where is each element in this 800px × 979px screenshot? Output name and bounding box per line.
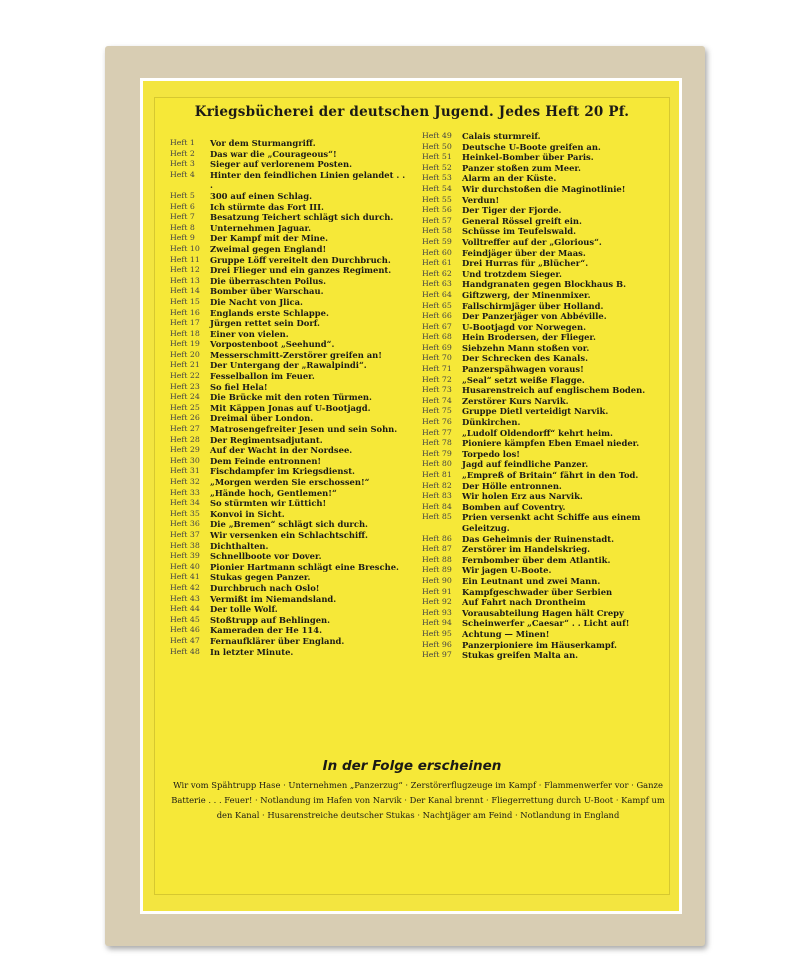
- issue-list-item: [422, 173, 664, 184]
- issue-number: Heft 36: [170, 519, 200, 529]
- issue-list-item: [170, 308, 408, 319]
- issue-number: Heft 50: [422, 141, 452, 151]
- issue-list-item: [422, 502, 664, 513]
- issue-number: Heft 64: [422, 289, 452, 299]
- issue-number: Heft 81: [422, 470, 452, 479]
- issue-number: Heft 94: [422, 618, 452, 628]
- issue-title: Zerstörer Kurs Narvik.: [462, 395, 569, 406]
- issue-number: Heft 7: [170, 212, 195, 222]
- issue-title: Zerstörer im Handelskrieg.: [462, 544, 591, 555]
- issue-title: Der Hölle entronnen.: [462, 480, 562, 491]
- issue-list-item: [170, 519, 408, 530]
- issue-title: Torpedo los!: [462, 448, 520, 459]
- issue-list-item: [170, 509, 408, 520]
- issue-list-item: [170, 477, 408, 488]
- issue-list-item: [422, 226, 664, 237]
- issue-list-item: [170, 456, 408, 467]
- issue-list-item: [422, 311, 664, 322]
- issue-title: Feindjäger über der Maas.: [462, 247, 586, 258]
- issue-title: Fesselballon im Feuer.: [210, 371, 315, 382]
- issue-title: In letzter Minute.: [210, 646, 294, 657]
- issue-title: Verdun!: [462, 194, 500, 205]
- issue-number: Heft 22: [170, 371, 200, 381]
- issue-title: Bomben auf Coventry.: [462, 501, 566, 512]
- issue-list-item: [170, 562, 408, 573]
- issue-list-item: [422, 608, 664, 619]
- issue-title: Der Tiger der Fjorde.: [462, 205, 562, 216]
- issue-title: Dichthalten.: [210, 540, 269, 551]
- issue-number: Heft 70: [422, 353, 452, 363]
- issue-list-item: [422, 353, 664, 364]
- issue-list-item: [422, 459, 664, 470]
- issue-number: Heft 32: [170, 477, 200, 486]
- issue-list-item: [422, 587, 664, 598]
- issue-number: Heft 90: [422, 575, 452, 585]
- issue-list-item: [422, 184, 664, 195]
- issue-list-item: [422, 438, 664, 449]
- issue-list-item: [422, 248, 664, 259]
- issue-list-item: [170, 466, 408, 477]
- issue-title: Der Panzerjäger von Abbéville.: [462, 311, 607, 322]
- issue-title: Gruppe Löff vereitelt den Durchbruch.: [210, 254, 391, 265]
- issue-list-item: [170, 551, 408, 562]
- issue-number: Heft 14: [170, 286, 200, 296]
- issue-number: Heft 53: [422, 173, 452, 183]
- issue-list-item: [170, 424, 408, 435]
- issue-number: Heft 6: [170, 201, 195, 211]
- issue-title: Ich stürmte das Fort III.: [210, 201, 324, 212]
- issue-title: Heinkel-Bomber über Paris.: [462, 152, 594, 163]
- issue-title: Panzerspähwagen voraus!: [462, 364, 584, 375]
- issue-number: Heft 92: [422, 597, 452, 607]
- issue-title: Prien versenkt acht Schiffe aus einem Geleitzug.: [462, 512, 641, 533]
- issue-number: Heft 34: [170, 498, 200, 508]
- issue-list-item: [170, 297, 408, 308]
- issue-list-item: [170, 625, 408, 636]
- issue-number: Heft 60: [422, 247, 452, 257]
- issue-title: Drei Flieger und ein ganzes Regiment.: [210, 265, 392, 276]
- issue-title: „Empreß of Britain“ fährt in den Tod.: [462, 470, 639, 480]
- issue-number: Heft 55: [422, 194, 452, 204]
- issue-list-item: [422, 417, 664, 428]
- issue-list-item: [422, 258, 664, 269]
- issue-number: Heft 10: [170, 243, 200, 253]
- issue-number: Heft 27: [170, 424, 200, 434]
- issue-number: Heft 72: [422, 374, 452, 384]
- issue-list-item: [422, 237, 664, 248]
- issue-number: Heft 62: [422, 268, 452, 278]
- issue-list-item: [170, 594, 408, 605]
- issue-title: Vermißt im Niemandsland.: [210, 593, 337, 604]
- issue-number: Heft 26: [170, 413, 200, 423]
- issue-title: Die „Bremen“ schlägt sich durch.: [210, 519, 368, 530]
- issue-number: Heft 21: [170, 360, 200, 370]
- issue-number: Heft 96: [422, 639, 452, 649]
- issue-list-item: [170, 541, 408, 552]
- issue-list-item: [170, 138, 408, 149]
- issue-title: Wir versenken ein Schlachtschiff.: [210, 529, 368, 540]
- issue-list-item: [170, 191, 408, 202]
- issue-number: Heft 79: [422, 448, 452, 458]
- issue-list-right: [422, 131, 664, 661]
- issue-list-item: [170, 276, 408, 287]
- issue-list-item: [170, 339, 408, 350]
- issue-list-item: [422, 301, 664, 312]
- issue-title: Drei Hurras für „Blücher“.: [462, 258, 589, 269]
- issue-number: Heft 40: [170, 561, 200, 571]
- issue-number: Heft 2: [170, 148, 195, 158]
- issue-list-item: [170, 615, 408, 626]
- issue-title: Hein Brodersen, der Flieger.: [462, 332, 596, 343]
- issue-number: Heft 11: [170, 254, 200, 264]
- issue-number: Heft 89: [422, 565, 452, 575]
- issue-title: Fischdampfer im Kriegsdienst.: [210, 466, 355, 477]
- issue-title: Handgranaten gegen Blockhaus B.: [462, 279, 627, 290]
- issue-list-item: [170, 435, 408, 446]
- issue-title: Volltreffer auf der „Glorious“.: [462, 236, 602, 247]
- upcoming-heading: In der Folge erscheinen: [322, 758, 502, 774]
- issue-title: Kameraden der He 114.: [210, 625, 322, 636]
- issue-number: Heft 82: [422, 480, 452, 490]
- issue-title: Konvoi in Sicht.: [210, 508, 285, 519]
- issue-list-item: [422, 555, 664, 566]
- issue-number: Heft 29: [170, 445, 200, 455]
- issue-list-item: [422, 385, 664, 396]
- issue-number: Heft 59: [422, 236, 452, 246]
- issue-title: Der Kampf mit der Mine.: [210, 233, 328, 244]
- issue-title: Deutsche U-Boote greifen an.: [462, 141, 601, 152]
- issue-list-item: [422, 396, 664, 407]
- issue-list-item: [170, 286, 408, 297]
- issue-title: Hinter den feindlichen Linien gelandet . . .: [210, 169, 406, 191]
- issue-number: Heft 83: [422, 491, 452, 501]
- issue-list-item: [422, 322, 664, 333]
- issue-title: „Hände hoch, Gentlemen!“: [210, 487, 337, 498]
- issue-list-item: [422, 534, 664, 545]
- issue-list-item: [170, 498, 408, 509]
- issue-list-item: [170, 318, 408, 329]
- issue-number: Heft 39: [170, 551, 200, 561]
- issue-list-item: [422, 163, 664, 174]
- issue-title: Mit Käppen Jonas auf U-Bootjagd.: [210, 402, 371, 413]
- issue-list-item: [170, 170, 408, 191]
- issue-list-item: [170, 382, 408, 393]
- issue-number: Heft 35: [170, 508, 200, 518]
- issue-list-item: [422, 364, 664, 375]
- issue-title: Husarenstreich auf englischem Boden.: [462, 385, 646, 396]
- issue-number: Heft 9: [170, 233, 195, 243]
- issue-title: Vorpostenboot „Seehund“.: [210, 339, 335, 350]
- issue-list-item: [422, 650, 664, 661]
- issue-list-item: [422, 290, 664, 301]
- issue-list-item: [170, 233, 408, 244]
- issue-list-item: [422, 544, 664, 555]
- issue-number: Heft 1: [170, 138, 195, 147]
- issue-number: Heft 52: [422, 162, 452, 172]
- issue-number: Heft 68: [422, 332, 452, 342]
- issue-number: Heft 51: [422, 152, 452, 162]
- issue-title: Zweimal gegen England!: [210, 243, 327, 254]
- issue-number: Heft 54: [422, 183, 452, 193]
- issue-list-item: [422, 205, 664, 216]
- issue-list-item: [170, 530, 408, 541]
- issue-title: Jürgen rettet sein Dorf.: [210, 318, 320, 329]
- issue-title: Ein Leutnant und zwei Mann.: [462, 575, 601, 586]
- issue-title: Jagd auf feindliche Panzer.: [462, 459, 589, 470]
- issue-number: Heft 95: [422, 628, 452, 638]
- issue-list-item: [170, 350, 408, 361]
- issue-number: Heft 23: [170, 381, 200, 391]
- issue-title: Achtung — Minen!: [462, 628, 550, 639]
- issue-list-item: [170, 572, 408, 583]
- issue-number: Heft 57: [422, 215, 452, 225]
- issue-title: Wir durchstoßen die Maginotlinie!: [462, 183, 626, 194]
- issue-list-item: [170, 360, 408, 371]
- issue-number: Heft 78: [422, 438, 452, 448]
- issue-list-item: [422, 512, 664, 533]
- issue-title: Kampfgeschwader über Serbien: [462, 586, 613, 597]
- issue-title: Auf der Wacht in der Nordsee.: [210, 445, 353, 456]
- issue-list-item: [170, 636, 408, 647]
- issue-number: Heft 20: [170, 349, 200, 359]
- issue-number: Heft 77: [422, 427, 452, 437]
- issue-title: Panzerpioniere im Häuserkampf.: [462, 639, 617, 650]
- issue-number: Heft 71: [422, 364, 452, 374]
- issue-title: So fiel Hela!: [210, 381, 268, 392]
- issue-number: Heft 87: [422, 544, 452, 554]
- issue-title: So stürmten wir Lüttich!: [210, 498, 327, 509]
- issue-list-item: [422, 618, 664, 629]
- issue-number: Heft 56: [422, 205, 452, 215]
- issue-list-item: [170, 371, 408, 382]
- issue-number: Heft 48: [170, 646, 200, 656]
- issue-list-item: [422, 576, 664, 587]
- issue-title: Alarm an der Küste.: [462, 173, 557, 184]
- issue-title: „Ludolf Oldendorff“ kehrt heim.: [462, 427, 613, 438]
- issue-title: U-Bootjagd vor Norwegen.: [462, 321, 586, 332]
- issue-number: Heft 5: [170, 190, 195, 200]
- issue-title: Das war die „Courageous“!: [210, 148, 337, 159]
- issue-list-item: [422, 470, 664, 481]
- issue-title: General Rössel greift ein.: [462, 215, 582, 226]
- issue-number: Heft 45: [170, 614, 200, 624]
- issue-list-item: [170, 413, 408, 424]
- issue-number: Heft 91: [422, 586, 452, 596]
- issue-list-item: [422, 481, 664, 492]
- issue-title: Vorausabteilung Hagen hält Crepy: [462, 607, 624, 618]
- issue-number: Heft 17: [170, 318, 200, 328]
- issue-title: Unternehmen Jaguar.: [210, 222, 312, 233]
- issue-number: Heft 3: [170, 159, 195, 169]
- issue-list-item: [422, 332, 664, 343]
- issue-number: Heft 24: [170, 392, 200, 402]
- issue-title: Giftzwerg, der Minenmixer.: [462, 289, 591, 300]
- issue-number: Heft 49: [422, 131, 452, 140]
- issue-title: Die Brücke mit den roten Türmen.: [210, 392, 372, 403]
- issue-list-item: [422, 597, 664, 608]
- issue-title: Siebzehn Mann stoßen vor.: [462, 342, 590, 353]
- issue-title: Pioniere kämpfen Eben Emael nieder.: [462, 438, 640, 449]
- issue-number: Heft 8: [170, 222, 195, 232]
- issue-title: Calais sturmreif.: [462, 131, 541, 141]
- issue-title: 300 auf einen Schlag.: [210, 190, 312, 201]
- issue-list-left: [170, 138, 408, 657]
- issue-title: Wir jagen U-Boote.: [462, 565, 552, 576]
- issue-number: Heft 18: [170, 328, 200, 338]
- issue-number: Heft 37: [170, 529, 200, 539]
- issue-list-item: [170, 647, 408, 658]
- issue-title: Auf Fahrt nach Drontheim: [462, 597, 586, 608]
- issue-list-item: [170, 583, 408, 594]
- issue-number: Heft 30: [170, 455, 200, 465]
- issue-list-item: [422, 131, 664, 142]
- issue-list-item: [422, 428, 664, 439]
- issue-number: Heft 12: [170, 265, 200, 275]
- issue-list-item: [170, 265, 408, 276]
- issue-title: Fernbomber über dem Atlantik.: [462, 554, 611, 565]
- issue-number: Heft 15: [170, 296, 200, 306]
- issue-number: Heft 88: [422, 554, 452, 564]
- issue-title: Einer von vielen.: [210, 328, 289, 339]
- issue-title: Matrosengefreiter Jesen und sein Sohn.: [210, 424, 398, 435]
- issue-list-item: [170, 329, 408, 340]
- issue-list-item: [170, 488, 408, 499]
- issue-title: Stukas greifen Malta an.: [462, 650, 579, 661]
- issue-number: Heft 61: [422, 258, 452, 268]
- issue-number: Heft 93: [422, 607, 452, 617]
- issue-list-item: [170, 223, 408, 234]
- issue-title: Durchbruch nach Oslo!: [210, 582, 320, 593]
- issue-list-item: [170, 255, 408, 266]
- issue-title: Stoßtrupp auf Behlingen.: [210, 614, 331, 625]
- issue-title: Dem Feinde entronnen!: [210, 455, 322, 466]
- issue-number: Heft 31: [170, 466, 200, 476]
- issue-list-item: [422, 195, 664, 206]
- issue-number: Heft 74: [422, 395, 452, 405]
- issue-number: Heft 66: [422, 311, 452, 321]
- issue-title: Scheinwerfer „Caesar“ . . Licht auf!: [462, 618, 630, 629]
- issue-title: Vor dem Sturmangriff.: [210, 138, 316, 148]
- issue-title: Und trotzdem Sieger.: [462, 268, 562, 279]
- issue-list-item: [422, 449, 664, 460]
- issue-list-item: [422, 491, 664, 502]
- issue-list-item: [170, 212, 408, 223]
- issue-number: Heft 65: [422, 300, 452, 310]
- issue-title: Dreimal über London.: [210, 413, 314, 424]
- issue-number: Heft 63: [422, 279, 452, 289]
- issue-title: Der Regimentsadjutant.: [210, 434, 323, 445]
- issue-number: Heft 67: [422, 321, 452, 331]
- issue-number: Heft 80: [422, 459, 452, 469]
- issue-number: Heft 75: [422, 406, 452, 416]
- issue-title: Pionier Hartmann schlägt eine Bresche.: [210, 561, 399, 572]
- issue-number: Heft 38: [170, 540, 200, 550]
- issue-title: Sieger auf verlorenem Posten.: [210, 159, 352, 170]
- issue-title: Stukas gegen Panzer.: [210, 572, 311, 583]
- issue-title: Gruppe Dietl verteidigt Narvik.: [462, 406, 609, 417]
- issue-list-item: [422, 216, 664, 227]
- issue-title: Wir holen Erz aus Narvik.: [462, 491, 583, 502]
- issue-number: Heft 13: [170, 275, 200, 285]
- issue-title: Der Schrecken des Kanals.: [462, 353, 588, 364]
- issue-title: Schnellboote vor Dover.: [210, 551, 322, 562]
- issue-number: Heft 84: [422, 501, 452, 511]
- issue-title: Fallschirmjäger über Holland.: [462, 300, 604, 311]
- issue-number: Heft 58: [422, 226, 452, 236]
- issue-title: Die Nacht von Jlica.: [210, 296, 303, 307]
- issue-list-item: [422, 629, 664, 640]
- issue-list-item: [170, 149, 408, 160]
- issue-number: Heft 76: [422, 417, 452, 427]
- issue-title: Fernaufklärer über England.: [210, 635, 345, 646]
- issue-list-item: [170, 392, 408, 403]
- issue-list-item: [422, 640, 664, 651]
- issue-list-item: [422, 375, 664, 386]
- issue-title: Der Untergang der „Rawalpindi“.: [210, 360, 367, 371]
- issue-number: Heft 47: [170, 635, 200, 645]
- issue-number: Heft 85: [422, 512, 452, 522]
- issue-number: Heft 46: [170, 625, 200, 635]
- issue-title: Bomber über Warschau.: [210, 286, 324, 297]
- upcoming-titles: Wir vom Spähtrupp Hase · Unternehmen „Panzerzug“ · Zerstörerflugzeuge im Kampf · Flammenwerfer vor · Ganze Batterie . . . Feuer! · Notlandung im Hafen von Narvik · Der Kanal brennt · Fliegerrettung durch U-Boot · Kampf um den Kanal · Husarenstreiche deutscher Stukas · Nachtjäger am Feind · Notlandung in England: [171, 780, 665, 820]
- issue-list-item: [170, 445, 408, 456]
- issue-title: Der tolle Wolf.: [210, 604, 278, 615]
- page-title: Kriegsbücherei der deutschen Jugend. Jedes Heft 20 Pf.: [194, 104, 630, 120]
- issue-title: Die überraschten Poilus.: [210, 275, 327, 286]
- issue-number: Heft 28: [170, 434, 200, 444]
- issue-number: Heft 44: [170, 604, 200, 614]
- issue-list-item: [170, 403, 408, 414]
- issue-title: Besatzung Teichert schlägt sich durch.: [210, 212, 394, 223]
- issue-list-item: [422, 142, 664, 153]
- issue-number: Heft 33: [170, 487, 200, 497]
- issue-title: Schüsse im Teufelswald.: [462, 226, 577, 237]
- issue-number: Heft 97: [422, 650, 452, 660]
- issue-title: Panzer stoßen zum Meer.: [462, 162, 581, 173]
- issue-title: „Seal“ setzt weiße Flagge.: [462, 374, 585, 385]
- issue-number: Heft 69: [422, 342, 452, 352]
- issue-list-item: [422, 343, 664, 354]
- issue-number: Heft 73: [422, 385, 452, 395]
- issue-title: Dünkirchen.: [462, 417, 521, 428]
- issue-number: Heft 4: [170, 169, 195, 179]
- issue-number: Heft 86: [422, 533, 452, 543]
- issue-list-item: [170, 159, 408, 170]
- issue-list-item: [170, 244, 408, 255]
- issue-number: Heft 16: [170, 307, 200, 317]
- issue-list-item: [422, 565, 664, 576]
- issue-list-item: [422, 269, 664, 280]
- issue-list-item: [422, 279, 664, 290]
- issue-list-item: [422, 152, 664, 163]
- issue-title: Englands erste Schlappe.: [210, 307, 329, 318]
- issue-list-item: [170, 202, 408, 213]
- issue-number: Heft 19: [170, 339, 200, 349]
- issue-title: „Morgen werden Sie erschossen!“: [210, 477, 370, 487]
- issue-number: Heft 42: [170, 582, 200, 592]
- issue-list-item: [422, 406, 664, 417]
- issue-number: Heft 41: [170, 572, 200, 582]
- issue-list-item: [170, 604, 408, 615]
- issue-title: Messerschmitt-Zerstörer greifen an!: [210, 349, 382, 360]
- issue-number: Heft 43: [170, 593, 200, 603]
- issue-title: Das Geheimnis der Ruinenstadt.: [462, 533, 615, 544]
- issue-number: Heft 25: [170, 402, 200, 412]
